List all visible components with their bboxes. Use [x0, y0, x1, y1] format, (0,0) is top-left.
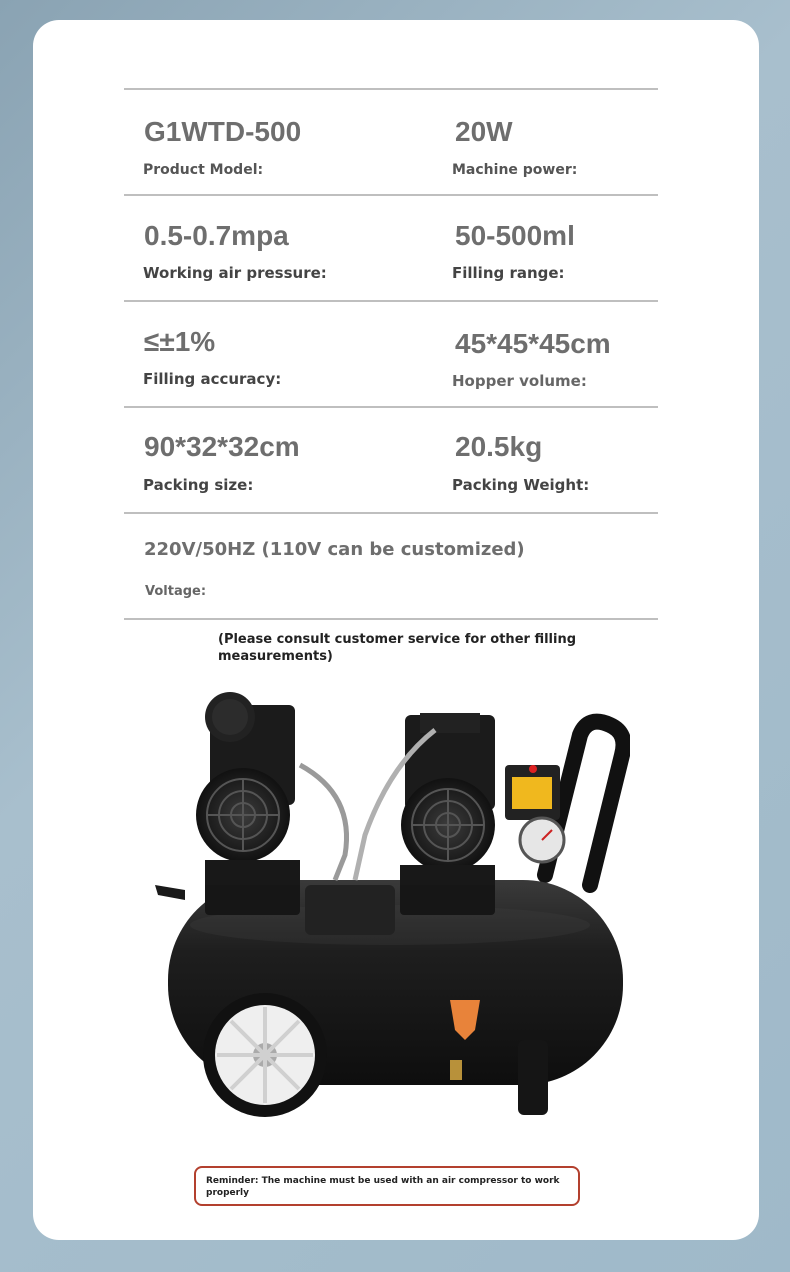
filling-range-label: Filling range:	[452, 264, 565, 282]
divider	[124, 618, 658, 620]
divider	[124, 406, 658, 408]
air-pressure-value: 0.5-0.7mpa	[144, 220, 289, 251]
reminder-box	[194, 1166, 580, 1206]
filling-accuracy-label: Filling accuracy:	[143, 370, 282, 388]
divider	[124, 512, 658, 514]
product-model-value: G1WTD-500	[144, 116, 302, 147]
air-compressor-image	[150, 685, 630, 1130]
divider	[124, 88, 658, 90]
voltage-value: 220V/50HZ (110V can be customized)	[144, 539, 525, 560]
packing-weight-label: Packing Weight:	[452, 476, 590, 494]
product-model-label: Product Model:	[143, 162, 264, 178]
filling-accuracy-value: ≤±1%	[144, 326, 216, 357]
packing-size-label: Packing size:	[143, 476, 254, 494]
reminder-text: Reminder: The machine must be used with an air compressor to work properly	[206, 1176, 560, 1198]
hopper-volume-label: Hopper volume:	[452, 372, 587, 390]
packing-weight-value: 20.5kg	[455, 431, 543, 462]
machine-power-value: 20W	[455, 116, 513, 147]
filling-range-value: 50-500ml	[455, 220, 575, 251]
hopper-volume-value: 45*45*45cm	[455, 328, 611, 359]
voltage-label: Voltage:	[145, 584, 207, 599]
packing-size-value: 90*32*32cm	[144, 431, 300, 462]
air-pressure-label: Working air pressure:	[143, 264, 327, 282]
divider	[124, 194, 658, 196]
divider	[124, 300, 658, 302]
machine-power-label: Machine power:	[452, 162, 578, 178]
consult-note: (Please consult customer service for other filling measurements)	[218, 632, 577, 664]
